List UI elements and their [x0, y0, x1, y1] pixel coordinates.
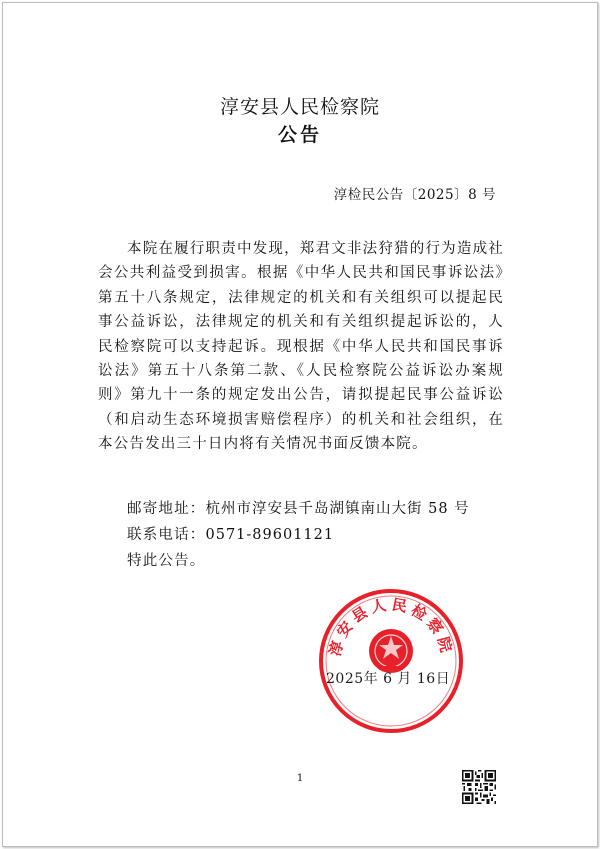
seal-lettering: 淳安县人民检察院 [325, 595, 457, 658]
signature-date: 2025年 6 月 16日 [326, 671, 451, 687]
phone-line [127, 523, 334, 544]
closing-statement: 特此公告。 [127, 553, 206, 569]
page-number: 1 [296, 773, 304, 784]
national-emblem-icon [369, 629, 413, 673]
phone-value: 0571-89601121 [205, 527, 335, 543]
qr-code-icon [462, 770, 496, 804]
mailing-address-value: 杭州市淳安县千岛湖镇南山大街 58 号 [205, 501, 470, 517]
body-paragraph: 本院在履行职责中发现，郑君文非法狩猎的行为造成社会公共利益受到损害。根据《中华人民共和国民事诉讼法》第五十八条规定，法律规定的机关和有关组织可以提起民事公益诉讼，法律规定的机关和有关组织提起诉讼的，人民检察院可以支持起诉。现根据《中华人民共和国民事诉讼法》第五十八条第二款、《人民检察院公益诉讼办案规则》第九十一条的规定发出公告，请拟提起民事公益诉讼（和启动生态环境损害赔偿程序）的机关和社会组织，在本公告发出三十日内将有关情况书面反馈本院。 [98, 241, 504, 453]
phone-label: 联系电话： [127, 527, 206, 543]
issuing-organization: 淳安县人民检察院 [219, 96, 380, 118]
document-number: 淳检民公告〔2025〕8 号 [333, 187, 496, 203]
mailing-address-line [127, 497, 470, 518]
page-title: 公告 [277, 124, 322, 146]
mailing-address-label: 邮寄地址： [127, 501, 206, 517]
official-seal-stamp [318, 588, 464, 734]
announcement-body [98, 237, 504, 457]
